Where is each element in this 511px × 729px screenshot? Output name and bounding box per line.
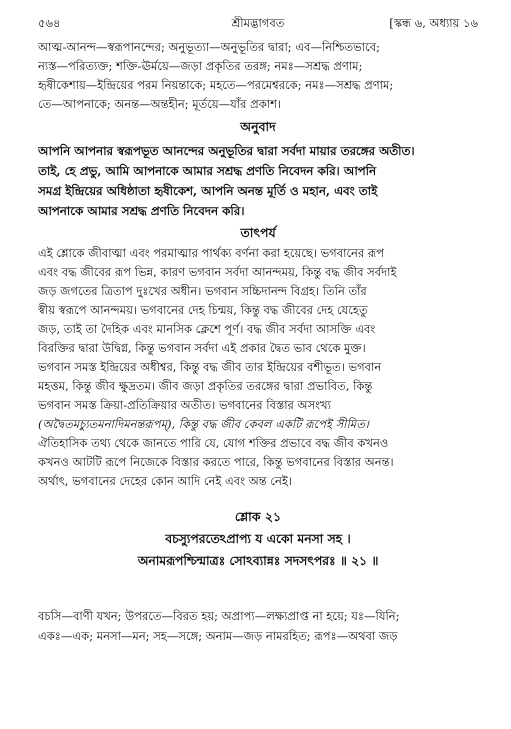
purport-line: মহত্তম, কিন্তু জীব ক্ষুদ্রতম। জীব জড়া প্রকৃতির তরঙ্গের দ্বারা প্রভাবিত, কিন্তু xyxy=(38,379,373,393)
verse-heading: শ্লোক ২১ xyxy=(234,509,282,524)
purport-heading: তাৎপর্য xyxy=(240,225,276,240)
purport-line: স্বীয় স্বরূপে আনন্দময়। ভগবানের দেহ চিন্ময়, কিন্তু বদ্ধ জীবের দেহ যেহেতু xyxy=(38,303,368,317)
translation-line: আপনি আপনার স্বরূপভূত আনন্দের অনুভূতির দ্বারা সর্বদা মায়ার তরঙ্গের অতীত। xyxy=(38,144,415,158)
purport-line: (অদ্বৈতমচ্যুতমনাদিমনন্তরূপম্), কিন্তু বদ্ধ জীব কেবল একটি রূপেই সীমিত। xyxy=(38,417,369,431)
word-for-word-bottom xyxy=(38,606,478,646)
purport-line: এই শ্লোকে জীবাত্মা এবং পরমাত্মার পার্থক্য বর্ণনা করা হয়েছে। ভগবানের রূপ xyxy=(38,246,385,260)
translation-heading: অনুবাদ xyxy=(240,119,276,134)
verse-line: অনামরূপশ্চিন্মাত্রঃ সোঽব্যান্নঃ সদসৎপরঃ ॥ ২১ ॥ xyxy=(137,553,379,568)
purport-line: জড়, তাই তা দৈহিক এবং মানসিক ক্লেশে পূর্ণ। বদ্ধ জীব সর্বদা আসক্তি এবং xyxy=(38,322,376,336)
page-number: ৫৬৪ xyxy=(38,16,61,30)
wfw-line: তে—আপনাকে; অনন্ত—অন্তহীন; মূর্তয়ে—যাঁর প্রকাশ। xyxy=(38,97,282,111)
wfw-line: ন্যস্ত—পরিত্যক্ত; শক্তি-ঊর্ময়ে—জড়া প্রকৃতির তরঙ্গ; নমঃ—সশ্রদ্ধ প্রণাম; xyxy=(38,59,363,73)
purport-line: জড় জগতের ত্রিতাপ দুঃখের অধীন। ভগবান সচ্চিদানন্দ বিগ্রহ। তিনি তাঁর xyxy=(38,284,367,298)
translation-line: তাই, হে প্রভু, আমি আপনাকে আমার সশ্রদ্ধ প্রণতি নিবেদন করি। আপনি xyxy=(38,164,377,178)
translation-line: সমগ্র ইন্দ্রিয়ের অধিষ্ঠাতা হৃষীকেশ, আপনি অনন্ত মূর্তি ও মহান, এবং তাই xyxy=(38,184,378,198)
verse-line: বচস্যুপরতেঽপ্রাপ্য য একো মনসা সহ । xyxy=(165,531,351,546)
sanskrit-verse xyxy=(38,528,478,572)
wfw-line: বচসি—বাণী যখন; উপরতে—বিরত হয়; অপ্রাপ্য—লক্ষ্যপ্রাপ্ত না হয়ে; যঃ—যিনি; xyxy=(38,609,400,623)
translation-text xyxy=(38,141,478,221)
purport-line: অর্থাৎ, ভগবানের দেহের কোন আদি নেই এবং অন্ত নেই। xyxy=(38,474,292,488)
purport-line: কখনও আটটি রূপে নিজেকে বিস্তার করতে পারে, কিন্তু ভগবানের বিস্তার অনন্ত। xyxy=(38,455,394,469)
wfw-line: হৃষীকেশায়—ইন্দ্রিয়ের পরম নিয়ন্তাকে; মহতে—পরমেশ্বরকে; নমঃ—সশ্রদ্ধ প্রণাম; xyxy=(38,78,394,92)
purport-line: ভগবান সমস্ত ক্রিয়া-প্রতিক্রিয়ার অতীত। ভগবানের বিস্তার অসংখ্য xyxy=(38,398,331,412)
purport-text xyxy=(38,244,478,491)
page-header xyxy=(38,14,478,32)
wfw-line: একঃ—এক; মনসা—মন; সহ—সঙ্গে; অনাম—জড় নামরহিত; রূপঃ—অথবা জড় xyxy=(38,629,398,643)
purport-line: এবং বদ্ধ জীবের রূপ ভিন্ন, কারণ ভগবান সর্বদা আনন্দময়, কিন্তু বদ্ধ জীব সর্বদাই xyxy=(38,265,397,279)
purport-line: বিরক্তির দ্বারা উদ্বিগ্ন, কিন্তু ভগবান সর্বদা এই প্রকার দ্বৈত ভাব থেকে মুক্ত। xyxy=(38,341,366,355)
book-title: শ্রীমদ্ভাগবত xyxy=(231,16,285,30)
purport-line: ভগবান সমস্ত ইন্দ্রিয়ের অধীশ্বর, কিন্তু বদ্ধ জীব তার ইন্দ্রিয়ের বশীভূত। ভগবান xyxy=(38,360,382,374)
wfw-line: আত্ম-আনন্দ—স্বরূপানন্দের; অনুভূত্যা—অনুভূতির দ্বারা; এব—নিশ্চিতভাবে; xyxy=(38,40,380,54)
translation-line: আপনাকে আমার সশ্রদ্ধ প্রণতি নিবেদন করি। xyxy=(38,204,245,218)
word-for-word-top xyxy=(38,38,478,114)
purport-line: ঐতিহাসিক তথ্য থেকে জানতে পারি যে, যোগ শক্তির প্রভাবে বদ্ধ জীব কখনও xyxy=(38,436,389,450)
chapter-reference: [স্কন্ধ ৬, অধ্যায় ১৬ xyxy=(389,16,478,30)
